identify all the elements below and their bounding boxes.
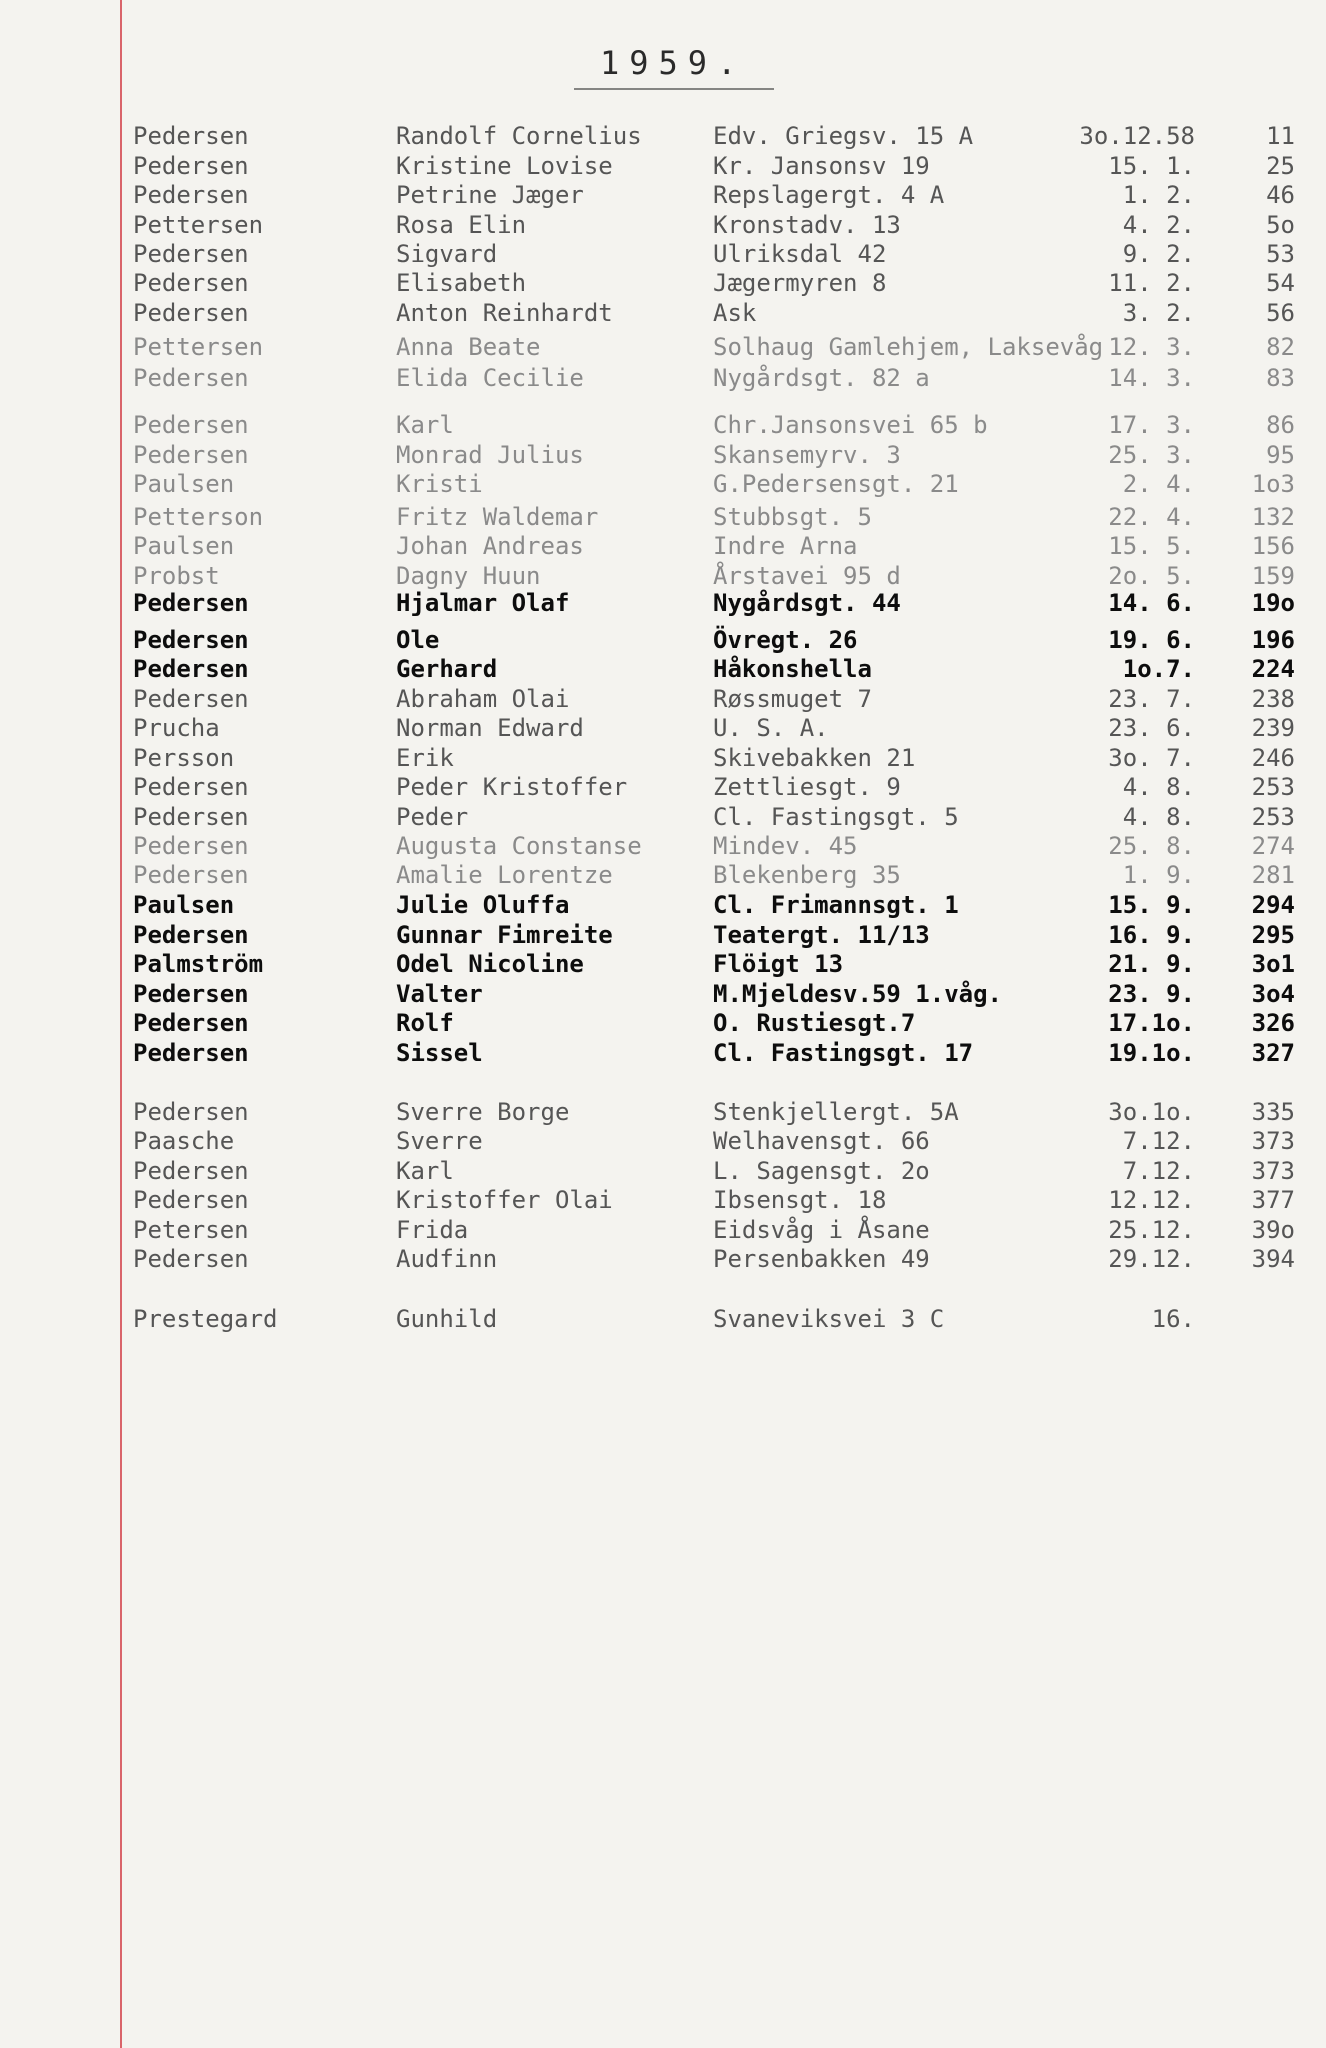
page-year: 1959.: [600, 44, 747, 82]
address: Røssmuget 7: [713, 685, 872, 713]
surname: Pedersen: [133, 773, 249, 801]
entry-number: 377: [1251, 1186, 1295, 1214]
list-item: [0, 562, 1326, 592]
surname: Pedersen: [133, 1186, 249, 1214]
date: 11. 2.: [1108, 269, 1195, 297]
entry-number: 39o: [1251, 1216, 1295, 1244]
address: Årstavei 95 d: [713, 562, 901, 590]
list-item: [0, 980, 1326, 1010]
surname: Paulsen: [133, 891, 235, 919]
list-item: [0, 1127, 1326, 1157]
date: 14. 3.: [1108, 364, 1195, 392]
entry-number: 3o4: [1251, 980, 1295, 1008]
surname: Pedersen: [133, 1039, 249, 1067]
given-names: Kristine Lovise: [396, 152, 613, 180]
date: 7.12.: [1122, 1127, 1195, 1155]
given-names: Rosa Elin: [396, 211, 527, 239]
address: Cl. Fastingsgt. 17: [713, 1039, 974, 1067]
list-item: [0, 832, 1326, 862]
date: 4. 2.: [1122, 211, 1195, 239]
address: Chr.Jansonsvei 65 b: [713, 411, 988, 439]
address: Övregt. 26: [713, 626, 858, 654]
address: Nygårdsgt. 44: [713, 589, 901, 617]
surname: Pedersen: [133, 269, 249, 297]
address: Repslagergt. 4 A: [713, 181, 945, 209]
date: 1. 9.: [1122, 861, 1195, 889]
surname: Pedersen: [133, 655, 249, 683]
list-item: [0, 655, 1326, 685]
entry-number: 3o1: [1251, 950, 1295, 978]
given-names: Gunnar Fimreite: [396, 921, 613, 949]
given-names: Odel Nicoline: [396, 950, 584, 978]
date: 2o. 5.: [1108, 562, 1195, 590]
entry-number: 246: [1251, 744, 1295, 772]
entry-number: 295: [1251, 921, 1295, 949]
list-item: [0, 470, 1326, 500]
given-names: Kristoffer Olai: [396, 1186, 613, 1214]
surname: Pedersen: [133, 122, 249, 150]
list-item: [0, 122, 1326, 152]
entry-number: 281: [1251, 861, 1295, 889]
surname: Pedersen: [133, 803, 249, 831]
surname: Pedersen: [133, 364, 249, 392]
entry-number: 53: [1266, 240, 1295, 268]
entry-number: 373: [1251, 1127, 1295, 1155]
surname: Petterson: [133, 503, 264, 531]
list-item: [0, 685, 1326, 715]
date: 23. 6.: [1108, 714, 1195, 742]
entry-number: 156: [1251, 532, 1295, 560]
entry-number: 56: [1266, 299, 1295, 327]
address: G.Pedersensgt. 21: [713, 470, 959, 498]
given-names: Elida Cecilie: [396, 364, 584, 392]
address: Welhavensgt. 66: [713, 1127, 930, 1155]
entry-number: 54: [1266, 269, 1295, 297]
address: U. S. A.: [713, 714, 829, 742]
given-names: Augusta Constanse: [396, 832, 642, 860]
surname: Pedersen: [133, 181, 249, 209]
given-names: Amalie Lorentze: [396, 861, 613, 889]
given-names: Anton Reinhardt: [396, 299, 613, 327]
address: Solhaug Gamlehjem, Laksevåg: [713, 333, 1104, 361]
surname: Persson: [133, 744, 235, 772]
date: 16. 9.: [1108, 921, 1195, 949]
given-names: Peder Kristoffer: [396, 773, 628, 801]
surname: Paulsen: [133, 470, 235, 498]
date: 7.12.: [1122, 1157, 1195, 1185]
given-names: Karl: [396, 1157, 454, 1185]
address: Kr. Jansonsv 19: [713, 152, 930, 180]
given-names: Kristi: [396, 470, 483, 498]
address: Skansemyrv. 3: [713, 441, 901, 469]
given-names: Sissel: [396, 1039, 483, 1067]
list-item: [0, 891, 1326, 921]
address: Jægermyren 8: [713, 269, 887, 297]
entry-number: 159: [1251, 562, 1295, 590]
entry-number: 335: [1251, 1098, 1295, 1126]
given-names: Sverre: [396, 1127, 483, 1155]
list-item: [0, 364, 1326, 394]
date: 21. 9.: [1108, 950, 1195, 978]
entry-number: 19o: [1251, 589, 1295, 617]
given-names: Fritz Waldemar: [396, 503, 599, 531]
date: 3o.12.58: [1079, 122, 1195, 150]
surname: Pedersen: [133, 441, 249, 469]
list-item: [0, 744, 1326, 774]
given-names: Erik: [396, 744, 454, 772]
list-item: [0, 803, 1326, 833]
list-item: [0, 269, 1326, 299]
date: 1o.7.: [1122, 655, 1195, 683]
date: 4. 8.: [1122, 803, 1195, 831]
address: O. Rustiesgt.7: [713, 1009, 916, 1037]
given-names: Monrad Julius: [396, 441, 584, 469]
given-names: Valter: [396, 980, 483, 1008]
list-item: [0, 1186, 1326, 1216]
entry-number: 274: [1251, 832, 1295, 860]
list-item: [0, 714, 1326, 744]
list-item: [0, 1098, 1326, 1128]
given-names: Frida: [396, 1216, 469, 1244]
date: 25.12.: [1108, 1216, 1195, 1244]
list-item: [0, 333, 1326, 363]
surname: Pettersen: [133, 211, 264, 239]
address: Flöigt 13: [713, 950, 844, 978]
entry-number: 294: [1251, 891, 1295, 919]
surname: Pedersen: [133, 980, 249, 1008]
surname: Pedersen: [133, 299, 249, 327]
date: 22. 4.: [1108, 503, 1195, 531]
entry-number: 196: [1251, 626, 1295, 654]
date: 9. 2.: [1122, 240, 1195, 268]
surname: Pedersen: [133, 921, 249, 949]
address: Ibsensgt. 18: [713, 1186, 887, 1214]
entry-number: 86: [1266, 411, 1295, 439]
entry-number: 1o3: [1251, 470, 1295, 498]
entry-number: 238: [1251, 685, 1295, 713]
given-names: Petrine Jæger: [396, 181, 584, 209]
date: 3o.1o.: [1108, 1098, 1195, 1126]
entry-number: 25: [1266, 152, 1295, 180]
surname: Paasche: [133, 1127, 235, 1155]
given-names: Norman Edward: [396, 714, 584, 742]
given-names: Hjalmar Olaf: [396, 589, 570, 617]
list-item: [0, 773, 1326, 803]
surname: Pedersen: [133, 1009, 249, 1037]
surname: Pettersen: [133, 333, 264, 361]
surname: Pedersen: [133, 1245, 249, 1273]
list-item: [0, 532, 1326, 562]
date: 15. 5.: [1108, 532, 1195, 560]
given-names: Peder: [396, 803, 469, 831]
address: Edv. Griegsv. 15 A: [713, 122, 974, 150]
date: 23. 7.: [1108, 685, 1195, 713]
date: 17.1o.: [1108, 1009, 1195, 1037]
entry-number: 373: [1251, 1157, 1295, 1185]
given-names: Sigvard: [396, 240, 498, 268]
list-item: [0, 950, 1326, 980]
list-item: [0, 1245, 1326, 1275]
list-item: [0, 152, 1326, 182]
surname: Prestegard: [133, 1305, 278, 1333]
address: Nygårdsgt. 82 a: [713, 364, 930, 392]
given-names: Elisabeth: [396, 269, 527, 297]
list-item: [0, 1039, 1326, 1069]
list-item: [0, 240, 1326, 270]
given-names: Abraham Olai: [396, 685, 570, 713]
given-names: Gunhild: [396, 1305, 498, 1333]
given-names: Julie Oluffa: [396, 891, 570, 919]
surname: Pedersen: [133, 1098, 249, 1126]
given-names: Karl: [396, 411, 454, 439]
list-item: [0, 1305, 1326, 1335]
date: 17. 3.: [1108, 411, 1195, 439]
entry-number: 326: [1251, 1009, 1295, 1037]
surname: Probst: [133, 562, 220, 590]
address: Stubbsgt. 5: [713, 503, 872, 531]
surname: Paulsen: [133, 532, 235, 560]
surname: Pedersen: [133, 685, 249, 713]
entry-number: 82: [1266, 333, 1295, 361]
given-names: Sverre Borge: [396, 1098, 570, 1126]
address: Blekenberg 35: [713, 861, 901, 889]
list-item: [0, 861, 1326, 891]
surname: Pedersen: [133, 1157, 249, 1185]
address: Mindev. 45: [713, 832, 858, 860]
address: Svaneviksvei 3 C: [713, 1305, 945, 1333]
list-item: [0, 503, 1326, 533]
entry-number: 253: [1251, 803, 1295, 831]
surname: Pedersen: [133, 240, 249, 268]
given-names: Randolf Cornelius: [396, 122, 642, 150]
address: Teatergt. 11/13: [713, 921, 930, 949]
surname: Palmström: [133, 950, 264, 978]
date: 12. 3.: [1108, 333, 1195, 361]
date: 14. 6.: [1108, 589, 1195, 617]
list-item: [0, 1157, 1326, 1187]
date: 15. 9.: [1108, 891, 1195, 919]
address: Cl. Frimannsgt. 1: [713, 891, 959, 919]
date: 15. 1.: [1108, 152, 1195, 180]
date: 19. 6.: [1108, 626, 1195, 654]
address: Ask: [713, 299, 757, 327]
address: Håkonshella: [713, 655, 872, 683]
surname: Pedersen: [133, 861, 249, 889]
address: L. Sagensgt. 2o: [713, 1157, 930, 1185]
given-names: Dagny Huun: [396, 562, 541, 590]
given-names: Johan Andreas: [396, 532, 584, 560]
list-item: [0, 626, 1326, 656]
date: 4. 8.: [1122, 773, 1195, 801]
date: 3. 2.: [1122, 299, 1195, 327]
address: Stenkjellergt. 5A: [713, 1098, 959, 1126]
list-item: [0, 441, 1326, 471]
entry-number: 327: [1251, 1039, 1295, 1067]
entry-number: 239: [1251, 714, 1295, 742]
given-names: Gerhard: [396, 655, 498, 683]
entry-number: 46: [1266, 181, 1295, 209]
given-names: Audfinn: [396, 1245, 498, 1273]
address: Cl. Fastingsgt. 5: [713, 803, 959, 831]
surname: Pedersen: [133, 832, 249, 860]
date: 19.1o.: [1108, 1039, 1195, 1067]
date: 12.12.: [1108, 1186, 1195, 1214]
given-names: Rolf: [396, 1009, 454, 1037]
date: 1. 2.: [1122, 181, 1195, 209]
surname: Pedersen: [133, 411, 249, 439]
entry-number: 11: [1266, 122, 1295, 150]
entry-number: 394: [1251, 1245, 1295, 1273]
date: 25. 3.: [1108, 441, 1195, 469]
address: Indre Arna: [713, 532, 858, 560]
address: Zettliesgt. 9: [713, 773, 901, 801]
list-item: [0, 589, 1326, 619]
surname: Petersen: [133, 1216, 249, 1244]
surname: Pedersen: [133, 152, 249, 180]
address: Ulriksdal 42: [713, 240, 887, 268]
date: 2. 4.: [1122, 470, 1195, 498]
year-underline: [574, 88, 774, 90]
address: Kronstadv. 13: [713, 211, 901, 239]
given-names: Ole: [396, 626, 440, 654]
list-item: [0, 921, 1326, 951]
date: 3o. 7.: [1108, 744, 1195, 772]
address: Eidsvåg i Åsane: [713, 1216, 930, 1244]
address: Persenbakken 49: [713, 1245, 930, 1273]
entry-number: 83: [1266, 364, 1295, 392]
list-item: [0, 411, 1326, 441]
list-item: [0, 211, 1326, 241]
address: M.Mjeldesv.59 1.våg.: [713, 980, 1002, 1008]
entry-number: 5o: [1266, 211, 1295, 239]
given-names: Anna Beate: [396, 333, 541, 361]
date: 23. 9.: [1108, 980, 1195, 1008]
entry-number: 224: [1251, 655, 1295, 683]
surname: Pedersen: [133, 626, 249, 654]
surname: Pedersen: [133, 589, 249, 617]
entry-number: 132: [1251, 503, 1295, 531]
date: 25. 8.: [1108, 832, 1195, 860]
entry-number: 95: [1266, 441, 1295, 469]
list-item: [0, 1009, 1326, 1039]
list-item: [0, 181, 1326, 211]
address: Skivebakken 21: [713, 744, 916, 772]
entry-number: 253: [1251, 773, 1295, 801]
list-item: [0, 299, 1326, 329]
date: 29.12.: [1108, 1245, 1195, 1273]
date: 16.: [1151, 1305, 1195, 1333]
surname: Prucha: [133, 714, 220, 742]
list-item: [0, 1216, 1326, 1246]
